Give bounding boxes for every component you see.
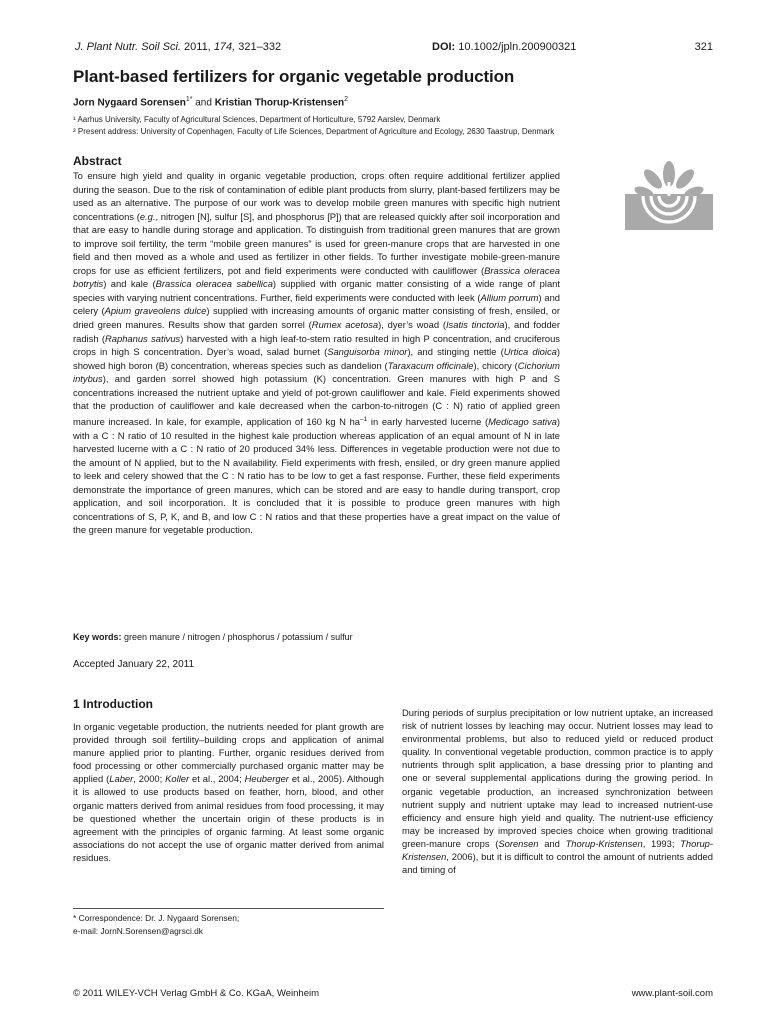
accepted-date: Accepted January 22, 2011: [73, 659, 195, 670]
abstract-heading: Abstract: [73, 154, 122, 168]
author-list: Jorn Nygaard Sorensen$^{1*}$ and Kristian Thorup-Kristensen$^2$: [73, 96, 349, 109]
correspondence-footnote: * Correspondence: Dr. J. Nygaard Sorensen;: [73, 913, 240, 923]
page-number: 321: [694, 41, 713, 53]
body-text-right-column: During periods of surplus precipitation or low nutrient uptake, an increased risk of nutrient losses by leaching may occur. Nutrient losses may lead to environmental problems, but also to reduced yield or reduced product quality. In conventional vegetable production, common practice is to apply nutrients through split application, a base dressing prior to planting and one or several supplemental applications during the growing period. In organic vegetable production, an increased synchronization between nutrient supply and nutrient uptake may lead to increased nutrient-use efficiency and ensure high yield and quality. The nutrient-use efficiency may be increased by improved species choice when growing traditional green-manure crops (Sorensen and Thorup-Kristensen, 1993; Thorup-Kristensen, 2006), but it is difficult to control the amount of nutrients added and timing of: [402, 707, 713, 876]
affiliation-1: ¹ Aarhus University, Faculty of Agricultural Sciences, Department of Horticulture, 5792 Aarslev, Denmark: [73, 115, 441, 124]
article-title: Plant-based fertilizers for organic vegetable production: [73, 67, 515, 86]
abstract-text: To ensure high yield and quality in organic vegetable production, crops often require additional fertilizer applied during the season. Due to the risk of contamination of edible plant products from slurry, plant-based fertilizers may be used as an alternative. The purpose of our work was to develop mobile green manures with specific high nutrient concentrations (e.g., nitrogen [N], sulfur [S], and phosphorus [P]) that are released quickly after soil incorporation and that are easy to handle during storage and application. To distinguish from traditional green manures that are grown to improve soil fertility, the term “mobile green manures” is used for green-manure crops that are harvested in one field and then moved as a whole and used as fertilizer in other fields. To further investigate mobile-green-manure crops for use as efficient fertilizers, pot and field experiments were conducted with cauliflower (Brassica oleracea botrytis) and kale (Brassica oleracea sabellica) supplied with organic matter consisting of a wide range of plant species with varying nutrient concentrations. Further, field experiments were conducted with leek (Allium porrum) and celery (Apium graveolens dulce) supplied with increasing amounts of organic matter consisting of fresh, ensiled, or dried green manures. Results show that garden sorrel (Rumex acetosa), dyer’s woad (Isatis tinctoria), and fodder radish (Raphanus sativus) harvested with a high leaf-to-stem ratio resulted in high P concentration, and cruciferous crops in high S concentration. Dyer’s woad, salad burnet (Sanguisorba minor), and stinging nettle (Urtica dioica) showed high boron (B) concentration, whereas species such as dandelion (Taraxacum officinale), chicory (Cichorium intybus), and garden sorrel showed high potassium (K) concentration. Green manures with high P and S concentrations increased the nutrient uptake and yield of pot-grown cauliflower and kale. Field experiments showed that the production of cauliflower and kale decreased when the carbon-to-nitrogen (C : N) ratio of applied green manure increased. In kale, for example, application of 160 kg N $ha^{-1}$ in early harvested lucerne (Medicago sativa) with a C : N ratio of 10 resulted in the highest kale production whereas application of an equal amount of N in late harvested lucerne with a C : N ratio of 20 produced 34% less. Differences in vegetable production were not due to the amount of N applied, but to the N availability. Field experiments with fresh, ensiled, or dry green manure applied to leek and celery showed that the C : N ratio has to be low to get a fast response. Further, these field experiments demonstrate the importance of green manures, which can be stored and are easy to handle during transport, crop application, and soil incorporation. It is concluded that it is possible to produce green manures with high concentrations of S, P, K, and B, and low C : N ratios and that these properties have a great impact on the value of the green manure for vegetable production.: [73, 170, 561, 536]
journal-citation: J. Plant Nutr. Soil Sci. 2011, 174, 321–332: [75, 41, 282, 53]
keywords: Key words: green manure / nitrogen / phosphorus / potassium / sulfur: [73, 632, 353, 642]
doi[interactable]: DOI: 10.1002/jpln.200900321: [432, 41, 577, 53]
affiliation-2: ² Present address: University of Copenhagen, Faculty of Life Sciences, Department of Agriculture and Ecology, 2630 Taastrup, Denmark: [73, 127, 555, 136]
body-text-left-column: In organic vegetable production, the nutrients needed for plant growth are provided through soil fertility–building crops and application of animal manure applied prior to planting. Further, organic residues derived from food processing or other commercially purchased organic matter may be applied (Laber, 2000; Koller et al., 2004; Heuberger et al., 2005). Although it is allowed to use products based on feather, horn, blood, and other organic matters derived from animal residues from food processing, it may be questioned whether the uncertain origin of these products is in agreement with the principles of organic farming. At least some organic associations do not accept the use of organic matter derived from animal residues.: [73, 721, 384, 863]
plant-soil-journal-logo-icon: [625, 160, 713, 230]
website-link[interactable]: www.plant-soil.com: [631, 988, 713, 999]
footnote-divider: [73, 908, 384, 909]
copyright-footer: © 2011 WILEY-VCH Verlag GmbH & Co. KGaA, Weinheim: [73, 988, 320, 999]
section-heading-introduction: 1 Introduction: [73, 697, 153, 711]
author-name: Kristian Thorup-Kristensen: [214, 97, 345, 109]
email-footnote[interactable]: e-mail: JornN.Sorensen@agrsci.dk: [73, 926, 203, 936]
author-name: Jorn Nygaard Sorensen: [73, 97, 186, 109]
